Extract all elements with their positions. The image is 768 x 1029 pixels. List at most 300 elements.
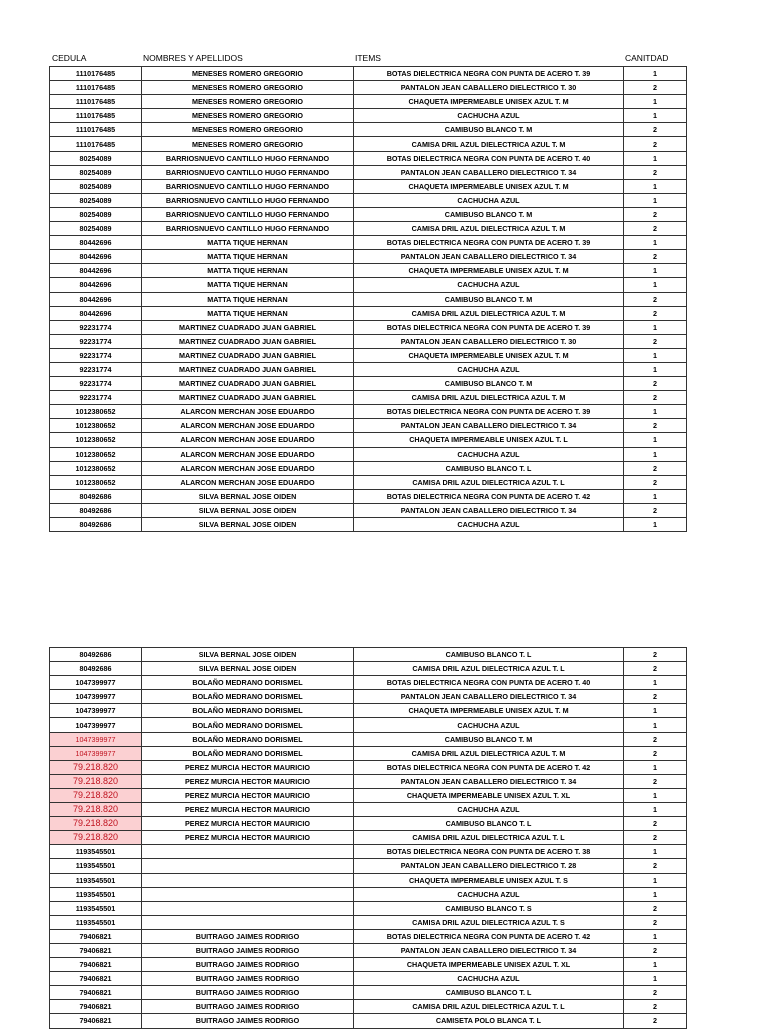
name-cell[interactable]: BARRIOSNUEVO CANTILLO HUGO FERNANDO bbox=[142, 193, 354, 207]
cantidad-cell[interactable]: 2 bbox=[624, 648, 687, 662]
cedula-cell[interactable]: 1012380652 bbox=[50, 419, 142, 433]
cedula-cell[interactable]: 79406821 bbox=[50, 1000, 142, 1014]
cedula-cell[interactable]: 79.218.820 bbox=[50, 788, 142, 802]
cedula-cell[interactable]: 1110176485 bbox=[50, 109, 142, 123]
cedula-cell[interactable]: 1193545501 bbox=[50, 873, 142, 887]
cantidad-cell[interactable]: 2 bbox=[624, 1014, 687, 1028]
name-cell[interactable]: SILVA BERNAL JOSE OIDEN bbox=[142, 648, 354, 662]
cantidad-cell[interactable]: 1 bbox=[624, 67, 687, 81]
cantidad-cell[interactable]: 1 bbox=[624, 718, 687, 732]
item-cell[interactable]: CHAQUETA IMPERMEABLE UNISEX AZUL T. M bbox=[354, 704, 624, 718]
cantidad-cell[interactable]: 2 bbox=[624, 165, 687, 179]
table-row bbox=[50, 250, 687, 264]
name-cell[interactable]: BUITRAGO JAIMES RODRIGO bbox=[142, 1000, 354, 1014]
name-cell[interactable]: MATTA TIQUE HERNAN bbox=[142, 264, 354, 278]
table-row bbox=[50, 278, 687, 292]
name-cell[interactable] bbox=[142, 901, 354, 915]
cedula-cell[interactable]: 1047399977 bbox=[50, 690, 142, 704]
cantidad-cell[interactable]: 2 bbox=[624, 306, 687, 320]
table-row bbox=[50, 831, 687, 845]
table-row bbox=[50, 859, 687, 873]
name-cell[interactable]: BOLAÑO MEDRANO DORISMEL bbox=[142, 676, 354, 690]
cedula-cell[interactable]: 92231774 bbox=[50, 377, 142, 391]
table-row bbox=[50, 67, 687, 81]
table-row bbox=[50, 109, 687, 123]
cantidad-cell[interactable]: 1 bbox=[624, 447, 687, 461]
name-cell[interactable]: SILVA BERNAL JOSE OIDEN bbox=[142, 503, 354, 517]
item-cell[interactable]: BOTAS DIELECTRICA NEGRA CON PUNTA DE ACERO T. 42 bbox=[354, 489, 624, 503]
name-cell[interactable]: BUITRAGO JAIMES RODRIGO bbox=[142, 929, 354, 943]
cantidad-cell[interactable]: 2 bbox=[624, 334, 687, 348]
name-cell[interactable]: ALARCON MERCHAN JOSE EDUARDO bbox=[142, 475, 354, 489]
cantidad-cell[interactable]: 1 bbox=[624, 151, 687, 165]
item-cell[interactable]: CHAQUETA IMPERMEABLE UNISEX AZUL T. L bbox=[354, 433, 624, 447]
item-cell[interactable]: CACHUCHA AZUL bbox=[354, 803, 624, 817]
table-row bbox=[50, 137, 687, 151]
item-cell[interactable]: PANTALON JEAN CABALLERO DIELECTRICO T. 30 bbox=[354, 81, 624, 95]
cedula-cell[interactable]: 1110176485 bbox=[50, 81, 142, 95]
name-cell[interactable]: PEREZ MURCIA HECTOR MAURICIO bbox=[142, 760, 354, 774]
name-cell[interactable]: BARRIOSNUEVO CANTILLO HUGO FERNANDO bbox=[142, 222, 354, 236]
table-row bbox=[50, 1014, 687, 1028]
cedula-cell[interactable]: 80442696 bbox=[50, 292, 142, 306]
cedula-cell[interactable]: 80254089 bbox=[50, 222, 142, 236]
name-cell[interactable] bbox=[142, 873, 354, 887]
cantidad-cell[interactable]: 2 bbox=[624, 732, 687, 746]
cantidad-cell[interactable]: 2 bbox=[624, 774, 687, 788]
cantidad-cell[interactable]: 1 bbox=[624, 193, 687, 207]
item-cell[interactable]: CAMISA DRIL AZUL DIELECTRICA AZUL T. M bbox=[354, 391, 624, 405]
table-row bbox=[50, 958, 687, 972]
table-row bbox=[50, 788, 687, 802]
cedula-cell[interactable]: 79406821 bbox=[50, 958, 142, 972]
name-cell[interactable]: ALARCON MERCHAN JOSE EDUARDO bbox=[142, 419, 354, 433]
item-cell[interactable]: PANTALON JEAN CABALLERO DIELECTRICO T. 34 bbox=[354, 250, 624, 264]
item-cell[interactable]: BOTAS DIELECTRICA NEGRA CON PUNTA DE ACERO T. 39 bbox=[354, 405, 624, 419]
table-row bbox=[50, 803, 687, 817]
item-cell[interactable]: CAMISA DRIL AZUL DIELECTRICA AZUL T. L bbox=[354, 662, 624, 676]
cedula-cell[interactable]: 80492686 bbox=[50, 503, 142, 517]
cantidad-cell[interactable]: 1 bbox=[624, 109, 687, 123]
table-row bbox=[50, 873, 687, 887]
item-cell[interactable]: BOTAS DIELECTRICA NEGRA CON PUNTA DE ACERO T. 39 bbox=[354, 320, 624, 334]
cedula-cell[interactable]: 80442696 bbox=[50, 278, 142, 292]
name-cell[interactable]: MATTA TIQUE HERNAN bbox=[142, 306, 354, 320]
item-cell[interactable]: CAMISA DRIL AZUL DIELECTRICA AZUL T. L bbox=[354, 1000, 624, 1014]
cantidad-cell[interactable]: 2 bbox=[624, 250, 687, 264]
name-cell[interactable]: ALARCON MERCHAN JOSE EDUARDO bbox=[142, 447, 354, 461]
name-cell[interactable]: BOLAÑO MEDRANO DORISMEL bbox=[142, 690, 354, 704]
cedula-cell[interactable]: 80254089 bbox=[50, 151, 142, 165]
cedula-cell[interactable]: 80254089 bbox=[50, 207, 142, 221]
item-cell[interactable]: BOTAS DIELECTRICA NEGRA CON PUNTA DE ACERO T. 42 bbox=[354, 929, 624, 943]
table-row bbox=[50, 405, 687, 419]
cedula-cell[interactable]: 79406821 bbox=[50, 943, 142, 957]
item-cell[interactable]: CACHUCHA AZUL bbox=[354, 193, 624, 207]
name-cell[interactable]: MARTINEZ CUADRADO JUAN GABRIEL bbox=[142, 362, 354, 376]
name-cell[interactable]: PEREZ MURCIA HECTOR MAURICIO bbox=[142, 803, 354, 817]
cantidad-cell[interactable]: 2 bbox=[624, 690, 687, 704]
cedula-cell[interactable]: 92231774 bbox=[50, 348, 142, 362]
cedula-cell[interactable]: 79.218.820 bbox=[50, 831, 142, 845]
cedula-cell[interactable]: 1047399977 bbox=[50, 676, 142, 690]
name-cell[interactable]: MARTINEZ CUADRADO JUAN GABRIEL bbox=[142, 334, 354, 348]
item-cell[interactable]: PANTALON JEAN CABALLERO DIELECTRICO T. 34 bbox=[354, 690, 624, 704]
cedula-cell[interactable]: 92231774 bbox=[50, 391, 142, 405]
name-cell[interactable]: ALARCON MERCHAN JOSE EDUARDO bbox=[142, 461, 354, 475]
name-cell[interactable]: PEREZ MURCIA HECTOR MAURICIO bbox=[142, 788, 354, 802]
table-row bbox=[50, 348, 687, 362]
cedula-cell[interactable]: 79406821 bbox=[50, 986, 142, 1000]
cedula-cell[interactable]: 79406821 bbox=[50, 972, 142, 986]
table-row bbox=[50, 845, 687, 859]
item-cell[interactable]: CAMISA DRIL AZUL DIELECTRICA AZUL T. L bbox=[354, 475, 624, 489]
name-cell[interactable] bbox=[142, 887, 354, 901]
name-cell[interactable]: PEREZ MURCIA HECTOR MAURICIO bbox=[142, 831, 354, 845]
item-cell[interactable]: CAMIBUSO BLANCO T. M bbox=[354, 377, 624, 391]
cantidad-cell[interactable]: 2 bbox=[624, 831, 687, 845]
name-cell[interactable]: MENESES ROMERO GREGORIO bbox=[142, 81, 354, 95]
name-cell[interactable]: PEREZ MURCIA HECTOR MAURICIO bbox=[142, 817, 354, 831]
name-cell[interactable]: ALARCON MERCHAN JOSE EDUARDO bbox=[142, 405, 354, 419]
cedula-cell[interactable]: 80492686 bbox=[50, 489, 142, 503]
name-cell[interactable]: ALARCON MERCHAN JOSE EDUARDO bbox=[142, 433, 354, 447]
cantidad-cell[interactable]: 2 bbox=[624, 81, 687, 95]
item-cell[interactable]: CHAQUETA IMPERMEABLE UNISEX AZUL T. S bbox=[354, 873, 624, 887]
cantidad-cell[interactable]: 2 bbox=[624, 377, 687, 391]
item-cell[interactable]: CAMISA DRIL AZUL DIELECTRICA AZUL T. M bbox=[354, 137, 624, 151]
item-cell[interactable]: CACHUCHA AZUL bbox=[354, 278, 624, 292]
item-cell[interactable]: CAMIBUSO BLANCO T. L bbox=[354, 986, 624, 1000]
table-row bbox=[50, 972, 687, 986]
name-cell[interactable]: BARRIOSNUEVO CANTILLO HUGO FERNANDO bbox=[142, 207, 354, 221]
table-row bbox=[50, 760, 687, 774]
cedula-cell[interactable]: 1012380652 bbox=[50, 461, 142, 475]
name-cell[interactable]: BUITRAGO JAIMES RODRIGO bbox=[142, 943, 354, 957]
cedula-cell[interactable]: 1110176485 bbox=[50, 123, 142, 137]
table-row bbox=[50, 292, 687, 306]
item-cell[interactable]: CHAQUETA IMPERMEABLE UNISEX AZUL T. XL bbox=[354, 788, 624, 802]
header-cantidad: CANITDAD bbox=[625, 53, 669, 63]
item-cell[interactable]: CACHUCHA AZUL bbox=[354, 109, 624, 123]
cantidad-cell[interactable]: 1 bbox=[624, 179, 687, 193]
cantidad-cell[interactable]: 1 bbox=[624, 405, 687, 419]
cantidad-cell[interactable]: 2 bbox=[624, 419, 687, 433]
cantidad-cell[interactable]: 2 bbox=[624, 137, 687, 151]
cedula-cell[interactable]: 1012380652 bbox=[50, 475, 142, 489]
cantidad-cell[interactable]: 2 bbox=[624, 915, 687, 929]
name-cell[interactable]: MARTINEZ CUADRADO JUAN GABRIEL bbox=[142, 391, 354, 405]
cedula-cell[interactable]: 1012380652 bbox=[50, 447, 142, 461]
cedula-cell[interactable]: 1193545501 bbox=[50, 915, 142, 929]
name-cell[interactable]: MENESES ROMERO GREGORIO bbox=[142, 67, 354, 81]
cantidad-cell[interactable]: 2 bbox=[624, 292, 687, 306]
name-cell[interactable] bbox=[142, 845, 354, 859]
cedula-cell[interactable]: 80492686 bbox=[50, 662, 142, 676]
name-cell[interactable]: MATTA TIQUE HERNAN bbox=[142, 292, 354, 306]
name-cell[interactable]: BUITRAGO JAIMES RODRIGO bbox=[142, 986, 354, 1000]
name-cell[interactable]: MENESES ROMERO GREGORIO bbox=[142, 95, 354, 109]
cantidad-cell[interactable]: 1 bbox=[624, 972, 687, 986]
item-cell[interactable]: PANTALON JEAN CABALLERO DIELECTRICO T. 34 bbox=[354, 943, 624, 957]
cedula-cell[interactable]: 1193545501 bbox=[50, 901, 142, 915]
table-row bbox=[50, 433, 687, 447]
header-items: ITEMS bbox=[355, 53, 381, 63]
item-cell[interactable]: BOTAS DIELECTRICA NEGRA CON PUNTA DE ACERO T. 40 bbox=[354, 151, 624, 165]
item-cell[interactable]: CAMIBUSO BLANCO T. M bbox=[354, 732, 624, 746]
name-cell[interactable]: MENESES ROMERO GREGORIO bbox=[142, 123, 354, 137]
cantidad-cell[interactable]: 2 bbox=[624, 1000, 687, 1014]
item-cell[interactable]: CAMISA DRIL AZUL DIELECTRICA AZUL T. M bbox=[354, 222, 624, 236]
cantidad-cell[interactable]: 2 bbox=[624, 391, 687, 405]
cedula-cell[interactable]: 80442696 bbox=[50, 250, 142, 264]
item-cell[interactable]: CHAQUETA IMPERMEABLE UNISEX AZUL T. M bbox=[354, 95, 624, 109]
cantidad-cell[interactable]: 2 bbox=[624, 207, 687, 221]
cantidad-cell[interactable]: 1 bbox=[624, 788, 687, 802]
item-cell[interactable]: PANTALON JEAN CABALLERO DIELECTRICO T. 34 bbox=[354, 165, 624, 179]
name-cell[interactable]: BARRIOSNUEVO CANTILLO HUGO FERNANDO bbox=[142, 151, 354, 165]
item-cell[interactable]: CACHUCHA AZUL bbox=[354, 518, 624, 532]
item-cell[interactable]: PANTALON JEAN CABALLERO DIELECTRICO T. 34 bbox=[354, 419, 624, 433]
cantidad-cell[interactable]: 1 bbox=[624, 958, 687, 972]
inventory-table-2 bbox=[49, 647, 687, 1029]
table-row bbox=[50, 95, 687, 109]
item-cell[interactable]: CACHUCHA AZUL bbox=[354, 362, 624, 376]
item-cell[interactable]: CAMISA DRIL AZUL DIELECTRICA AZUL T. M bbox=[354, 746, 624, 760]
cantidad-cell[interactable]: 1 bbox=[624, 929, 687, 943]
cantidad-cell[interactable]: 1 bbox=[624, 264, 687, 278]
cedula-cell[interactable]: 80254089 bbox=[50, 165, 142, 179]
table-row bbox=[50, 320, 687, 334]
item-cell[interactable]: CAMISA DRIL AZUL DIELECTRICA AZUL T. S bbox=[354, 915, 624, 929]
name-cell[interactable]: BARRIOSNUEVO CANTILLO HUGO FERNANDO bbox=[142, 179, 354, 193]
cedula-cell[interactable]: 79406821 bbox=[50, 1014, 142, 1028]
name-cell[interactable]: BOLAÑO MEDRANO DORISMEL bbox=[142, 718, 354, 732]
item-cell[interactable]: BOTAS DIELECTRICA NEGRA CON PUNTA DE ACERO T. 42 bbox=[354, 760, 624, 774]
cedula-cell[interactable]: 92231774 bbox=[50, 334, 142, 348]
cantidad-cell[interactable]: 1 bbox=[624, 433, 687, 447]
cedula-cell[interactable]: 79.218.820 bbox=[50, 774, 142, 788]
cantidad-cell[interactable]: 2 bbox=[624, 817, 687, 831]
cantidad-cell[interactable]: 1 bbox=[624, 489, 687, 503]
cantidad-cell[interactable]: 2 bbox=[624, 461, 687, 475]
cantidad-cell[interactable]: 2 bbox=[624, 123, 687, 137]
cantidad-cell[interactable]: 1 bbox=[624, 676, 687, 690]
table-row bbox=[50, 81, 687, 95]
item-cell[interactable]: CHAQUETA IMPERMEABLE UNISEX AZUL T. M bbox=[354, 348, 624, 362]
table-row bbox=[50, 774, 687, 788]
cedula-cell[interactable]: 1193545501 bbox=[50, 887, 142, 901]
name-cell[interactable]: BOLAÑO MEDRANO DORISMEL bbox=[142, 704, 354, 718]
item-cell[interactable]: CAMIBUSO BLANCO T. L bbox=[354, 461, 624, 475]
item-cell[interactable]: CAMIBUSO BLANCO T. M bbox=[354, 207, 624, 221]
cedula-cell[interactable]: 80254089 bbox=[50, 193, 142, 207]
table-row bbox=[50, 732, 687, 746]
item-cell[interactable]: CAMIBUSO BLANCO T. M bbox=[354, 292, 624, 306]
table-row bbox=[50, 447, 687, 461]
cantidad-cell[interactable]: 1 bbox=[624, 348, 687, 362]
cedula-cell[interactable]: 1012380652 bbox=[50, 433, 142, 447]
inventory-table-1 bbox=[49, 66, 687, 532]
cedula-cell[interactable]: 80442696 bbox=[50, 236, 142, 250]
table-row bbox=[50, 704, 687, 718]
item-cell[interactable]: BOTAS DIELECTRICA NEGRA CON PUNTA DE ACERO T. 40 bbox=[354, 676, 624, 690]
item-cell[interactable]: PANTALON JEAN CABALLERO DIELECTRICO T. 28 bbox=[354, 859, 624, 873]
item-cell[interactable]: CACHUCHA AZUL bbox=[354, 972, 624, 986]
table-row bbox=[50, 690, 687, 704]
cantidad-cell[interactable]: 2 bbox=[624, 222, 687, 236]
cedula-cell[interactable]: 1047399977 bbox=[50, 746, 142, 760]
cantidad-cell[interactable]: 1 bbox=[624, 320, 687, 334]
table-row bbox=[50, 676, 687, 690]
item-cell[interactable]: BOTAS DIELECTRICA NEGRA CON PUNTA DE ACERO T. 38 bbox=[354, 845, 624, 859]
table-row bbox=[50, 334, 687, 348]
cantidad-cell[interactable]: 1 bbox=[624, 873, 687, 887]
name-cell[interactable] bbox=[142, 859, 354, 873]
cantidad-cell[interactable]: 1 bbox=[624, 760, 687, 774]
table-row bbox=[50, 901, 687, 915]
cantidad-cell[interactable]: 1 bbox=[624, 278, 687, 292]
item-cell[interactable]: BOTAS DIELECTRICA NEGRA CON PUNTA DE ACERO T. 39 bbox=[354, 236, 624, 250]
item-cell[interactable]: CAMIBUSO BLANCO T. L bbox=[354, 817, 624, 831]
cedula-cell[interactable]: 79.218.820 bbox=[50, 760, 142, 774]
table-row bbox=[50, 489, 687, 503]
header-nombres: NOMBRES Y APELLIDOS bbox=[143, 53, 243, 63]
cedula-cell[interactable]: 1047399977 bbox=[50, 732, 142, 746]
item-cell[interactable]: PANTALON JEAN CABALLERO DIELECTRICO T. 30 bbox=[354, 334, 624, 348]
cedula-cell[interactable]: 79406821 bbox=[50, 929, 142, 943]
name-cell[interactable]: BOLAÑO MEDRANO DORISMEL bbox=[142, 746, 354, 760]
table-row bbox=[50, 746, 687, 760]
name-cell[interactable] bbox=[142, 915, 354, 929]
table-row bbox=[50, 179, 687, 193]
cedula-cell[interactable]: 80492686 bbox=[50, 518, 142, 532]
name-cell[interactable]: SILVA BERNAL JOSE OIDEN bbox=[142, 662, 354, 676]
item-cell[interactable]: CACHUCHA AZUL bbox=[354, 718, 624, 732]
item-cell[interactable]: PANTALON JEAN CABALLERO DIELECTRICO T. 34 bbox=[354, 503, 624, 517]
cedula-cell[interactable]: 92231774 bbox=[50, 362, 142, 376]
cedula-cell[interactable]: 79.218.820 bbox=[50, 803, 142, 817]
name-cell[interactable]: BUITRAGO JAIMES RODRIGO bbox=[142, 1014, 354, 1028]
item-cell[interactable]: CAMISA DRIL AZUL DIELECTRICA AZUL T. L bbox=[354, 831, 624, 845]
name-cell[interactable]: MARTINEZ CUADRADO JUAN GABRIEL bbox=[142, 320, 354, 334]
table-row bbox=[50, 475, 687, 489]
cedula-cell[interactable]: 80492686 bbox=[50, 648, 142, 662]
cedula-cell[interactable]: 79.218.820 bbox=[50, 817, 142, 831]
table-row bbox=[50, 718, 687, 732]
table-row bbox=[50, 123, 687, 137]
cantidad-cell[interactable]: 1 bbox=[624, 887, 687, 901]
cantidad-cell[interactable]: 2 bbox=[624, 746, 687, 760]
cantidad-cell[interactable]: 1 bbox=[624, 236, 687, 250]
name-cell[interactable]: SILVA BERNAL JOSE OIDEN bbox=[142, 489, 354, 503]
item-cell[interactable]: CAMIBUSO BLANCO T. S bbox=[354, 901, 624, 915]
item-cell[interactable]: CAMISETA POLO BLANCA T. L bbox=[354, 1014, 624, 1028]
cantidad-cell[interactable]: 2 bbox=[624, 986, 687, 1000]
name-cell[interactable]: BARRIOSNUEVO CANTILLO HUGO FERNANDO bbox=[142, 165, 354, 179]
name-cell[interactable]: MARTINEZ CUADRADO JUAN GABRIEL bbox=[142, 348, 354, 362]
item-cell[interactable]: CAMIBUSO BLANCO T. M bbox=[354, 123, 624, 137]
table-row bbox=[50, 306, 687, 320]
cedula-cell[interactable]: 1110176485 bbox=[50, 137, 142, 151]
table-row bbox=[50, 915, 687, 929]
table-row bbox=[50, 817, 687, 831]
table-row bbox=[50, 662, 687, 676]
table-row bbox=[50, 461, 687, 475]
cantidad-cell[interactable]: 1 bbox=[624, 704, 687, 718]
table-row bbox=[50, 377, 687, 391]
table-row bbox=[50, 362, 687, 376]
cantidad-cell[interactable]: 1 bbox=[624, 95, 687, 109]
item-cell[interactable]: CACHUCHA AZUL bbox=[354, 447, 624, 461]
table-row bbox=[50, 518, 687, 532]
name-cell[interactable]: MATTA TIQUE HERNAN bbox=[142, 278, 354, 292]
cedula-cell[interactable]: 1012380652 bbox=[50, 405, 142, 419]
table-row bbox=[50, 887, 687, 901]
name-cell[interactable]: BOLAÑO MEDRANO DORISMEL bbox=[142, 732, 354, 746]
cedula-cell[interactable]: 1047399977 bbox=[50, 704, 142, 718]
item-cell[interactable]: CAMIBUSO BLANCO T. L bbox=[354, 648, 624, 662]
name-cell[interactable]: BUITRAGO JAIMES RODRIGO bbox=[142, 958, 354, 972]
cantidad-cell[interactable]: 1 bbox=[624, 845, 687, 859]
cedula-cell[interactable]: 80254089 bbox=[50, 179, 142, 193]
header-cedula: CEDULA bbox=[52, 53, 87, 63]
cedula-cell[interactable]: 1110176485 bbox=[50, 67, 142, 81]
item-cell[interactable]: CAMISA DRIL AZUL DIELECTRICA AZUL T. M bbox=[354, 306, 624, 320]
cantidad-cell[interactable]: 2 bbox=[624, 475, 687, 489]
cedula-cell[interactable]: 1193545501 bbox=[50, 859, 142, 873]
table-row bbox=[50, 943, 687, 957]
name-cell[interactable]: SILVA BERNAL JOSE OIDEN bbox=[142, 518, 354, 532]
name-cell[interactable]: MARTINEZ CUADRADO JUAN GABRIEL bbox=[142, 377, 354, 391]
cantidad-cell[interactable]: 1 bbox=[624, 518, 687, 532]
table-row bbox=[50, 391, 687, 405]
column-header-row bbox=[49, 53, 686, 66]
item-cell[interactable]: BOTAS DIELECTRICA NEGRA CON PUNTA DE ACERO T. 39 bbox=[354, 67, 624, 81]
name-cell[interactable]: MATTA TIQUE HERNAN bbox=[142, 250, 354, 264]
table-row bbox=[50, 222, 687, 236]
cantidad-cell[interactable]: 2 bbox=[624, 943, 687, 957]
item-cell[interactable]: CHAQUETA IMPERMEABLE UNISEX AZUL T. M bbox=[354, 179, 624, 193]
cedula-cell[interactable]: 80442696 bbox=[50, 306, 142, 320]
cantidad-cell[interactable]: 2 bbox=[624, 901, 687, 915]
item-cell[interactable]: CACHUCHA AZUL bbox=[354, 887, 624, 901]
name-cell[interactable]: MENESES ROMERO GREGORIO bbox=[142, 109, 354, 123]
cedula-cell[interactable]: 80442696 bbox=[50, 264, 142, 278]
cantidad-cell[interactable]: 1 bbox=[624, 362, 687, 376]
item-cell[interactable]: CHAQUETA IMPERMEABLE UNISEX AZUL T. XL bbox=[354, 958, 624, 972]
cedula-cell[interactable]: 1047399977 bbox=[50, 718, 142, 732]
item-cell[interactable]: CHAQUETA IMPERMEABLE UNISEX AZUL T. M bbox=[354, 264, 624, 278]
item-cell[interactable]: PANTALON JEAN CABALLERO DIELECTRICO T. 34 bbox=[354, 774, 624, 788]
cantidad-cell[interactable]: 2 bbox=[624, 662, 687, 676]
table-row bbox=[50, 207, 687, 221]
name-cell[interactable]: PEREZ MURCIA HECTOR MAURICIO bbox=[142, 774, 354, 788]
cantidad-cell[interactable]: 1 bbox=[624, 803, 687, 817]
cantidad-cell[interactable]: 2 bbox=[624, 859, 687, 873]
name-cell[interactable]: MATTA TIQUE HERNAN bbox=[142, 236, 354, 250]
cedula-cell[interactable]: 1110176485 bbox=[50, 95, 142, 109]
table-row bbox=[50, 503, 687, 517]
table-row bbox=[50, 151, 687, 165]
table-row bbox=[50, 165, 687, 179]
name-cell[interactable]: MENESES ROMERO GREGORIO bbox=[142, 137, 354, 151]
cedula-cell[interactable]: 1193545501 bbox=[50, 845, 142, 859]
cedula-cell[interactable]: 92231774 bbox=[50, 320, 142, 334]
name-cell[interactable]: BUITRAGO JAIMES RODRIGO bbox=[142, 972, 354, 986]
table-row bbox=[50, 1000, 687, 1014]
cantidad-cell[interactable]: 2 bbox=[624, 503, 687, 517]
